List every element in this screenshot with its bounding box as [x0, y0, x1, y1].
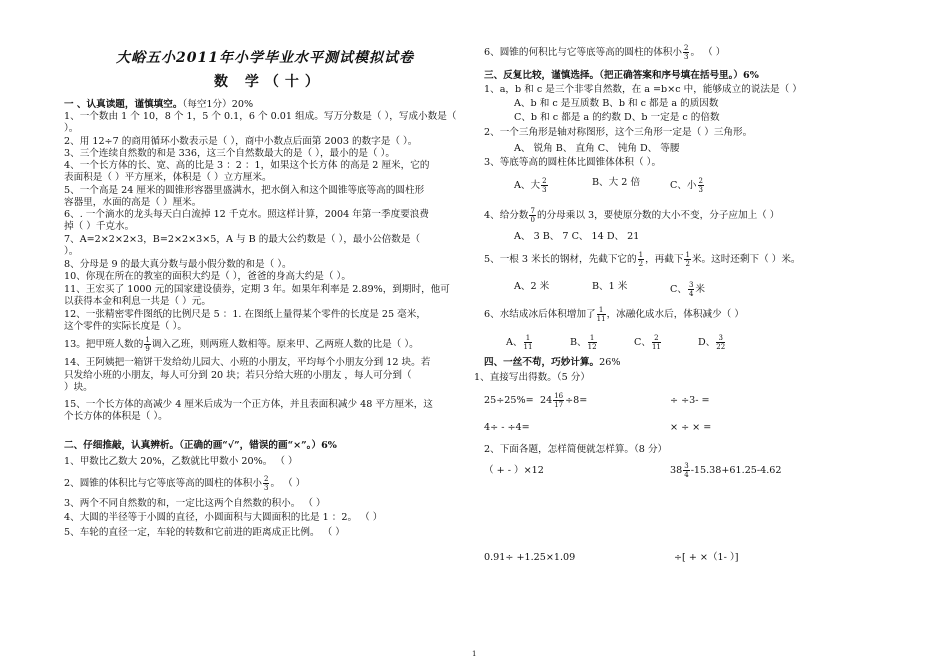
choice-1-options-a: A、b 和 c 是互质数 B、b 和 c 都是 a 的质因数 — [514, 98, 719, 109]
fraction: $\frac{1}{2}$ — [685, 251, 690, 268]
calc-8: 0.91÷ +1.25×1.09 — [484, 552, 576, 563]
choice-6-option-b: B、 $\frac{1}{12}$ — [570, 334, 597, 351]
calc-6: （ + - ）×12 — [484, 465, 544, 476]
choice-6-option-a: A、 $\frac{1}{11}$ — [506, 334, 533, 351]
q8-line: 8、分母是 9 的最大真分数与最小假分数的和是（ ）。 — [64, 259, 292, 270]
q10-line: 10、你现在所在的教室的面积大约是（ ），爸爸的身高大约是（ ）。 — [64, 271, 351, 282]
calc-4: 4÷ - ÷4= — [484, 422, 530, 433]
fraction: $\frac{3}{22}$ — [716, 334, 726, 351]
judge-3: 3、两个不同自然数的和，一定比这两个自然数的积小。 （ ） — [64, 498, 326, 509]
q13-line: 13。把甲班人数的 $\frac{1}{9}$ 调入乙班，则两班人数相等。原来甲、乙两班人数的比是（ ）。 — [64, 336, 419, 353]
q11-line: 11、王宏买了 1000 元的国家建设债券，定期 3 年。如果年利率是 2.89%，到期时，他可 — [64, 284, 450, 295]
q12-line-2: 这个零件的实际长度是（ ）。 — [64, 321, 187, 332]
q4-line-2: 表面积是（ ）平方厘米，体积是（ ）立方厘米。 — [64, 172, 272, 183]
choice-1: 1、a，b 和 c 是三个非零自然数，在 a =b×c 中，能够成立的说法是（ ） — [484, 84, 802, 95]
judge-1: 1、甲数比乙数大 20%，乙数就比甲数小 20%。 （ ） — [64, 456, 298, 467]
q11-line-2: 以获得本金和利息一共是（ ）元。 — [64, 296, 211, 307]
choice-1-options-b: C、b 和 c 都是 a 的约数 D、b 一定是 c 的倍数 — [514, 112, 720, 123]
exam-title: 大峪五小2011年小学毕业水平测试模拟试卷 — [116, 50, 414, 66]
choice-4-options: A、 3 B、 7 C、 14 D、 21 — [514, 231, 640, 242]
fraction: $\frac{2}{3}$ — [698, 177, 703, 194]
q14-line-3: ）块。 — [64, 382, 93, 393]
fraction: $\frac{1}{9}$ — [145, 336, 150, 353]
section-1-heading: 一 、认真读题，谨慎填空。（每空1分）20% — [64, 99, 254, 110]
calc-7: 38 $\frac{3}{4}$ -15.38+61.25-4.62 — [670, 462, 782, 479]
q15-line: 15、一个长方体的高减少 4 厘米后成为一个正方体，并且表面积减少 48 平方厘米，这 — [64, 399, 433, 410]
fraction: $\frac{1}{11}$ — [523, 334, 533, 351]
q5-line-2: 容器里，水面的高是（ ）厘米。 — [64, 197, 202, 208]
q3-line: 3、三个连续自然数的和是 336，这三个自然数最大的是（ ），最小的是（ ）。 — [64, 148, 395, 159]
q5-line: 5、一个高是 24 厘米的圆锥形容器里盛满水，把水倒入和这个圆锥等底等高的圆柱形 — [64, 185, 425, 196]
q14-line-2: 只发给小班的小朋友，每人可分到 20 块；若只分给大班的小朋友 ，每人可分到（ — [64, 370, 412, 381]
page-number: 1 — [472, 650, 477, 658]
section-3-heading: 三、反复比较，谨慎选择。（把正确答案和序号填在括号里。）6% — [484, 70, 759, 81]
fraction: $\frac{3}{4}$ — [688, 281, 694, 298]
q6-line-2: 掉（ ）千克水。 — [64, 221, 135, 232]
fraction: $\frac{2}{11}$ — [651, 334, 661, 351]
fraction: $\frac{2}{3}$ — [683, 44, 689, 61]
fraction: $\frac{1}{11}$ — [596, 306, 606, 323]
calc-part-2: 2、下面各题，怎样简便就怎样算。（8 分） — [484, 444, 668, 455]
choice-3-option-c: C、小 $\frac{2}{3}$ — [670, 177, 703, 194]
choice-6-option-c: C、 $\frac{2}{11}$ — [634, 334, 661, 351]
fraction: $\frac{3}{4}$ — [684, 462, 689, 479]
fraction: $\frac{1}{2}$ — [638, 251, 644, 268]
calc-9: ÷[ + ×（1- ）] — [674, 552, 739, 563]
choice-5-option-c: C、 $\frac{3}{4}$ 米 — [670, 281, 705, 298]
q14-line: 14、王阿姨把一箱饼干发给幼儿园大、小班的小朋友，平均每个小朋友分到 12 块。若 — [64, 357, 431, 368]
choice-5-option-b: B、1 米 — [592, 281, 628, 292]
section-4-heading: 四、一丝不苟，巧妙计算。26% — [484, 357, 621, 368]
calc-3: ÷ ÷3- = — [670, 395, 710, 406]
judge-5: 5、车轮的直径一定，车轮的转数和它前进的距离成正比例。 （ ） — [64, 527, 345, 538]
choice-5-option-a: A、2 米 — [514, 281, 550, 292]
judge-6: 6、圆锥的何积比与它等底等高的圆柱的体积小 $\frac{2}{3}$ 。 （ ） — [484, 44, 726, 61]
fraction: $\frac{7}{0}$ — [530, 207, 535, 224]
fraction: $\frac{16}{17}$ — [554, 392, 564, 409]
judge-2: 2、圆锥的体积比与它等底等高的圆柱的体积小 $\frac{2}{3}$ 。 （ ） — [64, 475, 306, 492]
choice-2-options: A、 锐角 B、 直角 C、 钝角 D、 等腰 — [514, 143, 680, 154]
choice-2: 2、一个三角形是轴对称图形，这个三角形一定是（ ）三角形。 — [484, 127, 753, 138]
calc-2: 24 $\frac{16}{17}$ ÷8= — [540, 392, 588, 409]
judge-4: 4、大圆的半径等于小圆的直径，小圆面积与大圆面积的比是 1 ：2。 （ ） — [64, 512, 383, 523]
exam-subtitle: 数 学（十） — [214, 74, 325, 90]
fraction: $\frac{1}{12}$ — [587, 334, 597, 351]
choice-3-option-a: A、大 $\frac{2}{3}$ — [514, 177, 547, 194]
choice-6: 6、水结成冰后体积增加了 $\frac{1}{11}$ ，冰融化成水后，体积减少（ ） — [484, 306, 744, 323]
q1-line-2: ）。 — [64, 123, 79, 134]
choice-5: 5、一根 3 米长的钢材，先截下它的 $\frac{1}{2}$ ，再截下 $\frac{1}{2}$ 米。这时还剩下（ ）米。 — [484, 251, 801, 268]
section-2-heading: 二、仔细推敲，认真辨析。（正确的画“√”，错误的画“×”。）6% — [64, 440, 337, 451]
q1-line: 1、一个数由 1 个 10，8 个 1，5 个 0.1，6 个 0.01 组成。写万分数是（ ），写成小数是（ — [64, 111, 457, 122]
fraction: $\frac{2}{3}$ — [263, 475, 269, 492]
q7-line-2: ）。 — [64, 246, 79, 257]
calc-1: 25÷25%= — [484, 395, 534, 406]
calc-5: × ÷ × = — [670, 422, 712, 433]
q4-line: 4、一个长方体的长、宽、高的比是 3 ：2 ：1，如果这个长方体 的高是 2 厘米，它的 — [64, 160, 430, 171]
q15-line-2: 个长方体的体积是（ ）。 — [64, 411, 168, 422]
q6-line: 6、. 一个滴水的龙头每天白白流掉 12 千克水。照这样计算，2004 年第一季度要浪费 — [64, 209, 429, 220]
q12-line: 12、一张精密零件图纸的比例尺是 5 ：1. 在图纸上量得某个零件的长度是 25 毫米， — [64, 309, 426, 320]
q2-line: 2、用 12÷7 的商用循环小数表示是（ ），商中小数点后面第 2003 的数字是（ ）。 — [64, 136, 418, 147]
calc-part-1: 1、直接写出得数。（5 分） — [474, 372, 590, 383]
choice-3: 3、等底等高的圆柱体比圆锥体体积（ ）。 — [484, 157, 662, 168]
choice-4: 4、给分数 $\frac{7}{0}$ 的分母乘以 3，要使原分数的大小不变，分子应加上（ ） — [484, 207, 780, 224]
fraction: $\frac{2}{3}$ — [542, 177, 547, 194]
q7-line: 7、A=2×2×2×3，B=2×2×3×5，A 与 B 的最大公约数是（ ），最小公倍数是（ — [64, 234, 421, 245]
choice-6-option-d: D、 $\frac{3}{22}$ — [698, 334, 726, 351]
choice-3-option-b: B、大 2 倍 — [592, 177, 641, 188]
